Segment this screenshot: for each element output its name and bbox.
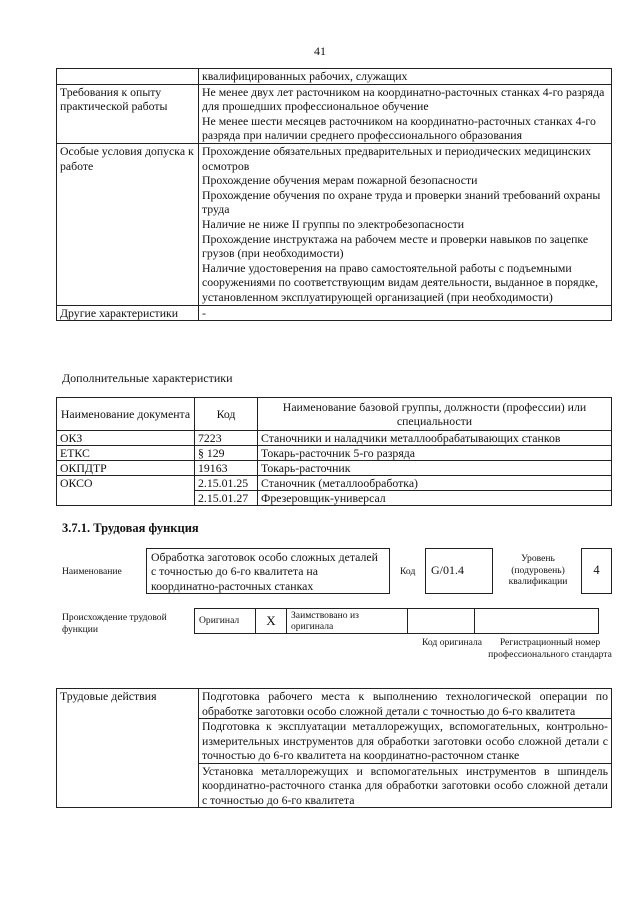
code-label: Код xyxy=(400,566,416,577)
table-row xyxy=(57,431,612,446)
table-row xyxy=(57,446,612,461)
row-label: Другие характеристики xyxy=(57,305,199,321)
requirement-line: Прохождение обязательных предварительных и периодических медицинских осмотров xyxy=(202,143,592,173)
code-original-caption: Код оригинала xyxy=(421,637,483,648)
code-original-cell xyxy=(408,609,475,634)
requirement-line: Прохождение инструктажа на рабочем месте и проверки навыков по зацепке грузов (при необходимости) xyxy=(202,231,589,261)
additional-title: Дополнительные характеристики xyxy=(62,371,233,385)
table-row xyxy=(57,84,612,143)
doc-cell: ОКСО xyxy=(57,476,195,506)
doc-cell: ОКПДТР xyxy=(57,461,195,476)
code-cell: 2.15.01.25 xyxy=(195,476,258,491)
requirement-line: Не менее шести месяцев расточником на координатно-расточных станках 4-го разряда при наличии среднего профессионального образования xyxy=(202,113,596,143)
name-cell: Станочники и наладчики металлообрабатывающих станков xyxy=(258,431,612,446)
requirement-line: Не менее двух лет расточником на координатно-расточных станках 4-го разряда для прошедших профессиональное обучение xyxy=(202,84,605,114)
name-cell: Станочник (металлообработка) xyxy=(258,476,612,491)
function-code-box: G/01.4 xyxy=(425,548,493,594)
row-content xyxy=(199,84,612,143)
level-label: Уровень (подуровень) квалификации xyxy=(508,553,568,587)
code-cell: 2.15.01.27 xyxy=(195,491,258,506)
requirement-line: Наличие не ниже II группы по электробезопасности xyxy=(202,216,465,231)
reg-number-caption: Регистрационный номер профессионального стандарта xyxy=(488,637,612,660)
original-mark: X xyxy=(256,609,287,634)
level-box: 4 xyxy=(581,548,612,594)
section-heading: 3.7.1. Трудовая функция xyxy=(62,521,199,535)
requirement-line: квалифицированных рабочих, служащих xyxy=(202,69,408,83)
column-header: Наименование базовой группы, должности (профессии) или специальности xyxy=(258,398,612,431)
table-row xyxy=(57,689,612,719)
requirement-line: - xyxy=(202,305,206,320)
table-row xyxy=(57,143,612,305)
origin-label: Происхождение трудовой функции xyxy=(62,612,167,635)
name-cell: Токарь-расточник 5-го разряда xyxy=(258,446,612,461)
action-cell: Установка металлорежущих и вспомогательных инструментов в шпиндель координатно-расточного станка для обработки заготовки особо сложной детали с точностью до 6-го квалитета xyxy=(199,763,612,808)
origin-table xyxy=(194,608,599,634)
table-row xyxy=(57,461,612,476)
row-label xyxy=(57,69,199,85)
name-cell: Фрезеровщик-универсал xyxy=(258,491,612,506)
column-header: Наименование документа xyxy=(57,398,195,431)
original-label: Оригинал xyxy=(195,609,256,634)
requirements-table xyxy=(56,68,612,321)
row-label: Особые условия допуска к работе xyxy=(57,143,199,305)
page-number: 41 xyxy=(314,44,326,58)
table-row xyxy=(57,476,612,491)
name-label: Наименование xyxy=(62,566,122,577)
code-cell: 7223 xyxy=(195,431,258,446)
table-row xyxy=(57,305,612,321)
table-header-row xyxy=(57,398,612,431)
requirement-line: Прохождение обучения мерам пожарной безопасности xyxy=(202,173,478,188)
row-content xyxy=(199,69,612,85)
name-cell: Токарь-расточник xyxy=(258,461,612,476)
column-header: Код xyxy=(195,398,258,431)
requirement-line: Прохождение обучения по охране труда и проверки знаний требований охраны труда xyxy=(202,187,601,217)
code-cell: § 129 xyxy=(195,446,258,461)
row-content xyxy=(199,143,612,305)
code-cell: 19163 xyxy=(195,461,258,476)
action-cell: Подготовка рабочего места к выполнению технологической операции по обработке заготовки особо сложной детали с точностью до 6-го квалитета xyxy=(199,689,612,719)
borrowed-label: Заимствовано из оригинала xyxy=(287,609,408,634)
table-row xyxy=(57,69,612,85)
function-name-box: Обработка заготовок особо сложных деталей с точностью до 6-го квалитета на координатно-расточных станках xyxy=(146,548,390,594)
doc-cell: ЕТКС xyxy=(57,446,195,461)
row-label: Трудовые действия xyxy=(57,689,199,808)
reg-number-cell xyxy=(475,609,599,634)
requirement-line: Наличие удостоверения на право самостоятельной работы с подъемными сооружениями по соответствующим видам деятельности, выданное в порядке, установленном эксплуатирующей организацией (при необходимости) xyxy=(202,260,599,304)
labor-actions-table xyxy=(56,688,612,808)
additional-characteristics-table xyxy=(56,397,612,506)
row-content xyxy=(199,305,612,321)
row-label: Требования к опыту практической работы xyxy=(57,84,199,143)
doc-cell: ОКЗ xyxy=(57,431,195,446)
action-cell: Подготовка к эксплуатации металлорежущих, вспомогательных, контрольно-измерительных инструментов для обработки заготовки особо сложной детали с точностью до 6-го квалитета на координатно-расточном станке xyxy=(199,719,612,764)
